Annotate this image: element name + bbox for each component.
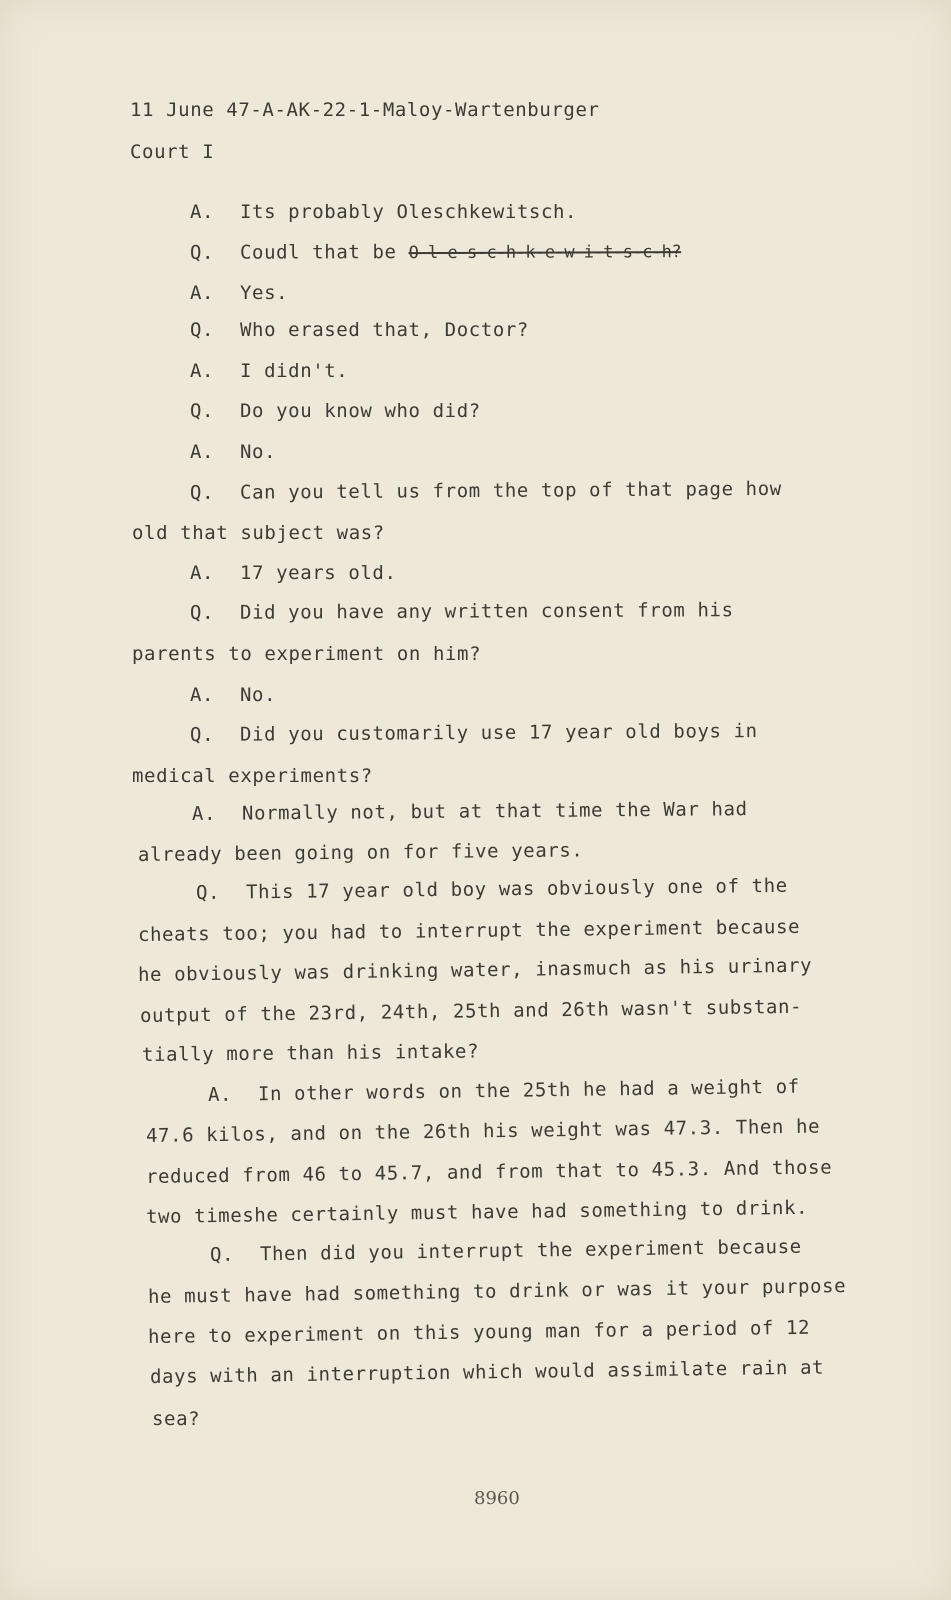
transcript-line bbox=[195, 874, 788, 904]
transcript-line bbox=[190, 321, 529, 340]
line-text: Normally not, but at that time the War had bbox=[241, 798, 748, 825]
line-text: Then did you interrupt the experiment because bbox=[259, 1235, 802, 1266]
transcript-line bbox=[149, 1356, 825, 1388]
transcript-line bbox=[190, 203, 577, 222]
line-text: sea? bbox=[152, 1408, 201, 1430]
transcript-line bbox=[145, 1115, 821, 1147]
line-text: he obviously was drinking water, inasmuch as his urinary bbox=[137, 954, 813, 986]
line-text: output of the 23rd, 24th, 25th and 26th wasn't substan- bbox=[139, 995, 803, 1027]
transcript-line bbox=[132, 524, 385, 543]
line-text: Can you tell us from the top of that page how bbox=[239, 477, 782, 504]
line-text: reduced from 46 to 45.7, and from that to 45.3. And those bbox=[145, 1156, 833, 1188]
line-text: he must have had something to drink or was it your purpose bbox=[147, 1275, 847, 1308]
header-court: Court I bbox=[130, 141, 215, 163]
transcript-line bbox=[142, 1042, 479, 1065]
transcript-line bbox=[137, 915, 801, 946]
speaker-tag: Q. bbox=[189, 241, 215, 264]
transcript-line bbox=[147, 1316, 811, 1348]
speaker-tag: A. bbox=[207, 1083, 233, 1106]
speaker-tag: A. bbox=[190, 360, 215, 382]
transcript-line bbox=[190, 601, 734, 623]
line-text: No. bbox=[240, 441, 277, 463]
speaker-tag: A. bbox=[190, 282, 215, 304]
speaker-tag: Q. bbox=[189, 601, 215, 624]
transcript-line bbox=[192, 800, 748, 824]
line-text: medical experiments? bbox=[132, 765, 373, 787]
line-text: already been going on for five years. bbox=[137, 839, 584, 866]
transcript-line bbox=[145, 1196, 809, 1228]
speaker-tag: Q. bbox=[189, 723, 215, 746]
line-text: Who erased that, Doctor? bbox=[240, 319, 529, 341]
struck-spelling: O-l-e-s-c-h-k-e-w-i-t-s-c-h? bbox=[408, 242, 682, 264]
transcript-line bbox=[146, 1158, 832, 1187]
speaker-tag: A. bbox=[190, 562, 215, 584]
line-text: days with an interruption which would assimilate rain at bbox=[149, 1356, 825, 1388]
transcript-line bbox=[190, 443, 276, 462]
speaker-tag: Q. bbox=[209, 1243, 235, 1266]
transcript-line bbox=[190, 686, 276, 705]
transcript-line bbox=[137, 954, 813, 986]
line-text: here to experiment on this young man for a period of 12 bbox=[147, 1316, 811, 1348]
speaker-tag: A. bbox=[190, 441, 215, 463]
transcript-line bbox=[132, 767, 373, 786]
speaker-tag: Q. bbox=[195, 881, 221, 904]
line-text: I didn't. bbox=[240, 360, 349, 382]
transcript-line bbox=[148, 1277, 846, 1307]
speaker-tag: Q. bbox=[190, 400, 215, 422]
transcript-line bbox=[190, 564, 397, 583]
line-text: No. bbox=[240, 684, 277, 706]
transcript-line bbox=[138, 841, 584, 865]
line-text: two timeshe certainly must have had something to drink. bbox=[145, 1196, 809, 1228]
transcript-line bbox=[207, 1075, 800, 1106]
line-text: Did you customarily use 17 year old boys in bbox=[239, 720, 758, 746]
line-text: tially more than his intake? bbox=[141, 1040, 480, 1066]
transcript-line bbox=[209, 1235, 802, 1266]
line-text: cheats too; you had to interrupt the experiment because bbox=[137, 915, 801, 946]
line-text: parents to experiment on him? bbox=[132, 643, 482, 665]
line-text: This 17 year old boy was obviously one of the bbox=[245, 874, 788, 904]
line-text: Coudl that be bbox=[239, 241, 409, 264]
speaker-tag: A. bbox=[190, 684, 215, 706]
speaker-tag: A. bbox=[191, 802, 217, 825]
line-text: 17 years old. bbox=[240, 562, 397, 584]
transcript-line bbox=[189, 477, 782, 504]
line-text: Yes. bbox=[240, 282, 289, 304]
page-number: 8960 bbox=[474, 1488, 520, 1509]
speaker-tag: Q. bbox=[189, 481, 215, 504]
line-text: 47.6 kilos, and on the 26th his weight was 47.3. Then he bbox=[145, 1115, 821, 1147]
transcript-line bbox=[132, 645, 481, 664]
line-text: Do you know who did? bbox=[240, 400, 481, 422]
header-reference: 11 June 47-A-AK-22-1-Maloy-Wartenburger bbox=[130, 99, 600, 121]
line-text: Did you have any written consent from his bbox=[239, 599, 734, 624]
transcript-line bbox=[152, 1410, 200, 1429]
transcript-line bbox=[139, 995, 803, 1027]
line-text: Its probably Oleschkewitsch. bbox=[240, 201, 578, 223]
transcript-line bbox=[190, 722, 758, 745]
line-text: old that subject was? bbox=[132, 522, 385, 544]
transcript-line bbox=[190, 402, 481, 421]
line-text: In other words on the 25th he had a weight of bbox=[257, 1075, 800, 1106]
speaker-tag: Q. bbox=[190, 319, 215, 341]
speaker-tag: A. bbox=[190, 201, 215, 223]
transcript-line bbox=[190, 284, 288, 303]
transcript-line bbox=[190, 242, 681, 263]
transcript-line bbox=[190, 362, 348, 381]
